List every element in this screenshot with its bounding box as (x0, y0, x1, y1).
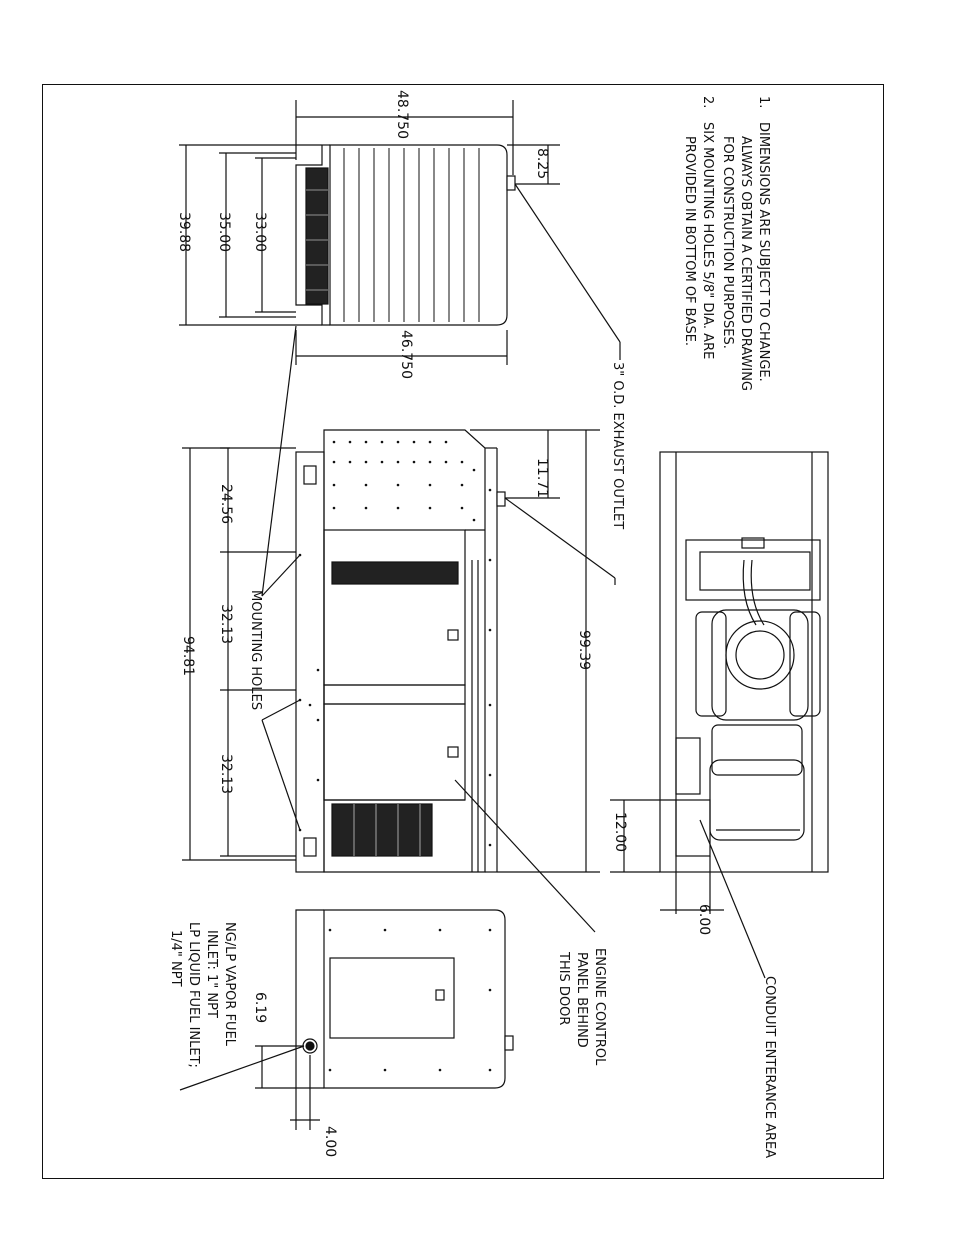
engine-control-callout-line-1: ENGINE CONTROL (592, 948, 607, 1066)
plan-view-alternator (712, 725, 802, 775)
dim-48-750: 48.750 (394, 90, 410, 139)
mounting-holes-callout: MOUNTING HOLES (248, 590, 263, 711)
side-view-lower-vent (332, 804, 432, 856)
end-view-bottom-door (330, 958, 454, 1038)
dim-6-00: 6.00 (696, 904, 712, 936)
note-2-line-1: SIX MOUNTING HOLES 5/8" DIA. ARE (700, 122, 715, 360)
end-view-top (179, 100, 620, 365)
side-view-door-1 (324, 530, 465, 685)
note-1-line-1: DIMENSIONS ARE SUBJECT TO CHANGE. (756, 122, 771, 382)
note-1-line-3: FOR CONSTRUCTION PURPOSES. (720, 136, 735, 349)
dim-33-00: 33.00 (252, 212, 268, 253)
end-view-bottom-enclosure (324, 910, 505, 1088)
end-view-grille (306, 168, 328, 304)
dim-94-81: 94.81 (180, 636, 196, 677)
engine-control-callout-line-2: PANEL BEHIND (574, 952, 589, 1048)
dim-11-71: 11.71 (534, 458, 550, 499)
note-2-line-2: PROVIDED IN BOTTOM OF BASE. (682, 136, 697, 347)
dim-12-00: 12.00 (612, 812, 628, 853)
note-2-number: 2. (700, 96, 715, 109)
dim-32-13-b: 32.13 (218, 754, 234, 795)
dim-24-56: 24.56 (218, 484, 234, 525)
notes-block (682, 0, 954, 391)
end-view-louvers (344, 148, 479, 322)
mounting-hole-leader-1 (262, 326, 296, 596)
plan-view-conduit-box-1 (676, 738, 700, 794)
engine-control-callout-line-3: THIS DOOR (556, 952, 571, 1026)
dim-39-88: 39.88 (176, 212, 192, 253)
dim-4-00: 4.00 (322, 1126, 338, 1158)
plan-view-conduit-box-2 (676, 800, 710, 856)
side-view (182, 326, 615, 872)
fuel-inlet-callout-line-1: NG/LP VAPOR FUEL (222, 922, 237, 1047)
engine-control-leader (455, 780, 595, 932)
side-view-door-2 (324, 704, 465, 800)
fuel-inlet-callout-line-4: 1/4" NPT (168, 930, 183, 987)
dim-32-13-a: 32.13 (218, 604, 234, 645)
note-1-number: 1. (756, 96, 771, 109)
dim-6-19: 6.19 (252, 992, 268, 1024)
dim-35-00: 35.00 (216, 212, 232, 253)
plan-view-frame (660, 452, 828, 872)
plan-view-radiator (686, 540, 820, 600)
dim-46-750: 46.750 (398, 330, 414, 379)
fuel-inlet-callout-line-2: INLET: 1" NPT (204, 930, 219, 1018)
side-view-exhaust-stub (497, 492, 505, 506)
exhaust-leader (515, 184, 620, 342)
side-view-upper-vent (332, 562, 458, 584)
end-view-exhaust-stub (507, 176, 515, 190)
note-1-line-2: ALWAYS OBTAIN A CERTIFIED DRAWING (738, 136, 753, 391)
dim-99-39: 99.39 (576, 630, 592, 671)
exhaust-callout: 3" O.D. EXHAUST OUTLET (610, 362, 625, 530)
dim-8-25: 8.25 (534, 148, 550, 180)
side-view-rivets (299, 441, 492, 847)
fuel-inlet-port (306, 1042, 314, 1050)
side-view-base-rail (296, 452, 324, 872)
plan-view-generator (710, 760, 804, 840)
conduit-callout: CONDUIT ENTERANCE AREA (762, 976, 777, 1159)
fuel-inlet-callout-line-3: LP LIQUID FUEL INLET; (186, 922, 201, 1068)
plan-view (610, 452, 828, 978)
